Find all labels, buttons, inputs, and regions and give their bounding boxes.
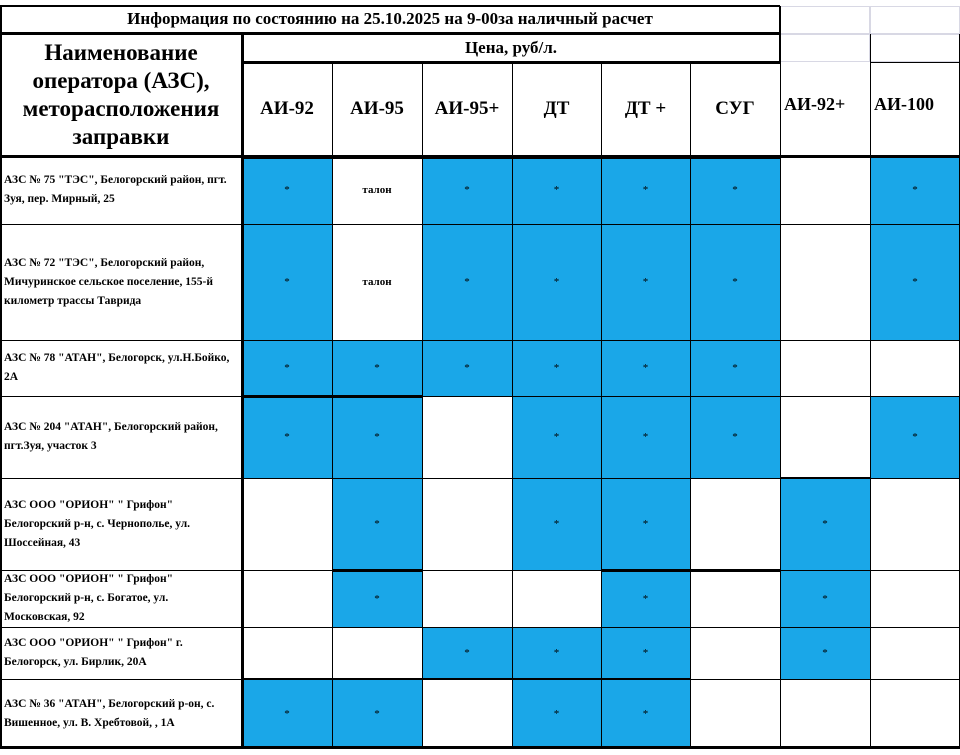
grid-line bbox=[512, 62, 513, 748]
availability-cell: * bbox=[332, 679, 422, 748]
empty-cell bbox=[422, 679, 512, 748]
grid-line bbox=[690, 62, 691, 748]
grid-line bbox=[422, 62, 423, 748]
empty-cell bbox=[780, 156, 870, 224]
fuel-header: АИ-95+ bbox=[434, 98, 500, 119]
availability-cell: * bbox=[601, 340, 690, 396]
empty-cell bbox=[780, 224, 870, 340]
availability-cell: * bbox=[870, 156, 960, 224]
empty-cell bbox=[242, 627, 332, 679]
grid-line bbox=[0, 224, 960, 225]
availability-cell: * bbox=[512, 396, 601, 478]
empty-cell bbox=[690, 679, 780, 748]
grid-line bbox=[0, 746, 960, 748]
empty-cell bbox=[242, 478, 332, 570]
availability-cell: * bbox=[780, 478, 870, 570]
empty-cell bbox=[422, 396, 512, 478]
empty-cell bbox=[422, 570, 512, 627]
availability-cell: * bbox=[332, 478, 422, 570]
fuel-header: ДТ + bbox=[624, 98, 667, 119]
availability-cell: * bbox=[242, 224, 332, 340]
empty-cell bbox=[690, 570, 780, 627]
grid-line bbox=[870, 62, 960, 63]
station-name: АЗС № 36 "АТАН", Белогорский р-он, с. Вишенное, ул. В. Хребтовой, , 1А bbox=[4, 697, 215, 729]
availability-cell: * bbox=[601, 478, 690, 570]
availability-cell: * bbox=[870, 224, 960, 340]
station-name: АЗС № 72 "ТЭС", Белогорский район, Мичуринское сельское поселение, 155-й километр трассы Таврида bbox=[4, 256, 213, 307]
blank-cell bbox=[870, 6, 960, 34]
empty-cell bbox=[690, 627, 780, 679]
grid-line bbox=[0, 32, 780, 35]
availability-cell: * bbox=[242, 396, 332, 478]
availability-cell: * bbox=[690, 224, 780, 340]
availability-cell: * bbox=[601, 396, 690, 478]
grid-line bbox=[0, 6, 2, 34]
availability-cell: * bbox=[332, 396, 422, 478]
grid-line bbox=[870, 34, 871, 62]
grid-line bbox=[242, 157, 780, 159]
station-column-header: Наименование оператора (АЗС), меторасположения заправки bbox=[22, 40, 220, 149]
grid-line bbox=[332, 62, 333, 748]
grid-line bbox=[0, 340, 960, 341]
availability-cell: * bbox=[780, 627, 870, 679]
coupon-cell: талон bbox=[362, 276, 392, 288]
price-header: Цена, руб/л. bbox=[464, 38, 558, 57]
availability-cell: * bbox=[690, 396, 780, 478]
station-name: АЗС ООО "ОРИОН" " Грифон" г. Белогорск, ул. Бирлик, 20А bbox=[4, 637, 183, 668]
grid-line bbox=[0, 34, 2, 748]
grid-line bbox=[242, 61, 780, 64]
availability-cell: * bbox=[601, 570, 690, 627]
empty-cell bbox=[332, 627, 422, 679]
availability-cell: * bbox=[601, 679, 690, 748]
availability-cell: * bbox=[601, 156, 690, 224]
coupon-cell: талон bbox=[362, 184, 392, 196]
empty-cell bbox=[870, 478, 960, 570]
blank-cell bbox=[870, 34, 960, 62]
fuel-header: СУГ bbox=[715, 98, 755, 119]
blank-cell bbox=[780, 6, 870, 34]
grid-line bbox=[601, 62, 602, 748]
availability-cell: * bbox=[332, 340, 422, 396]
availability-cell: * bbox=[512, 679, 601, 748]
availability-cell: * bbox=[242, 340, 332, 396]
grid-line bbox=[0, 748, 960, 749]
availability-cell: * bbox=[422, 627, 512, 679]
availability-cell: * bbox=[512, 156, 601, 224]
grid-line bbox=[242, 678, 690, 680]
empty-cell bbox=[870, 679, 960, 748]
grid-line bbox=[241, 396, 243, 478]
empty-cell bbox=[780, 396, 870, 478]
empty-cell bbox=[422, 478, 512, 570]
grid-line bbox=[242, 395, 422, 398]
empty-cell bbox=[512, 570, 601, 627]
empty-cell bbox=[780, 340, 870, 396]
station-name: АЗС ООО "ОРИОН" " Грифон" Белогорский р-н, с. Богатое, ул. Московская, 92 bbox=[4, 573, 174, 623]
availability-cell: * bbox=[690, 340, 780, 396]
blank-cell bbox=[780, 34, 870, 62]
availability-cell: * bbox=[422, 156, 512, 224]
availability-cell: * bbox=[512, 478, 601, 570]
availability-cell: * bbox=[512, 224, 601, 340]
grid-line bbox=[0, 570, 960, 571]
fuel-header: АИ-92+ bbox=[784, 94, 846, 114]
empty-cell bbox=[870, 570, 960, 627]
availability-cell: * bbox=[512, 627, 601, 679]
grid-line bbox=[0, 396, 960, 397]
grid-line bbox=[332, 569, 422, 572]
empty-cell bbox=[690, 478, 780, 570]
fuel-header: ДТ bbox=[543, 98, 570, 119]
availability-cell: * bbox=[601, 224, 690, 340]
availability-cell: * bbox=[601, 627, 690, 679]
availability-cell: * bbox=[690, 156, 780, 224]
grid-line bbox=[241, 34, 244, 748]
availability-cell: * bbox=[242, 679, 332, 748]
availability-cell: * bbox=[870, 396, 960, 478]
table-title: Информация по состоянию на 25.10.2025 на 9-00за наличный расчет bbox=[127, 9, 653, 28]
station-name: АЗС № 78 "АТАН", Белогорск, ул.Н.Бойко, 2А bbox=[4, 352, 230, 383]
availability-cell: * bbox=[512, 340, 601, 396]
station-name: АЗС № 204 "АТАН", Белогорский район, пгт.Зуя, участок 3 bbox=[4, 421, 218, 452]
grid-line bbox=[780, 477, 870, 479]
station-name: АЗС № 75 "ТЭС", Белогорский район, пгт. Зуя, пер. Мирный, 25 bbox=[4, 174, 227, 205]
grid-line bbox=[0, 5, 780, 7]
empty-cell bbox=[870, 340, 960, 396]
availability-cell: * bbox=[780, 570, 870, 627]
empty-cell bbox=[242, 570, 332, 627]
grid-line bbox=[870, 62, 871, 748]
grid-line bbox=[0, 627, 960, 628]
empty-cell bbox=[780, 679, 870, 748]
fuel-header: АИ-95 bbox=[350, 98, 404, 119]
fuel-header: АИ-92 bbox=[260, 98, 314, 119]
grid-line bbox=[779, 6, 781, 62]
availability-cell: * bbox=[422, 340, 512, 396]
station-name: АЗС ООО "ОРИОН" " Грифон" Белогорский р-н, с. Чернополье, ул. Шоссейная, 43 bbox=[4, 498, 191, 549]
availability-cell: * bbox=[422, 224, 512, 340]
empty-cell bbox=[870, 627, 960, 679]
grid-line bbox=[601, 569, 780, 572]
availability-cell: * bbox=[332, 570, 422, 627]
grid-line bbox=[780, 62, 781, 748]
availability-cell: * bbox=[242, 156, 332, 224]
fuel-header: АИ-100 bbox=[874, 94, 934, 114]
